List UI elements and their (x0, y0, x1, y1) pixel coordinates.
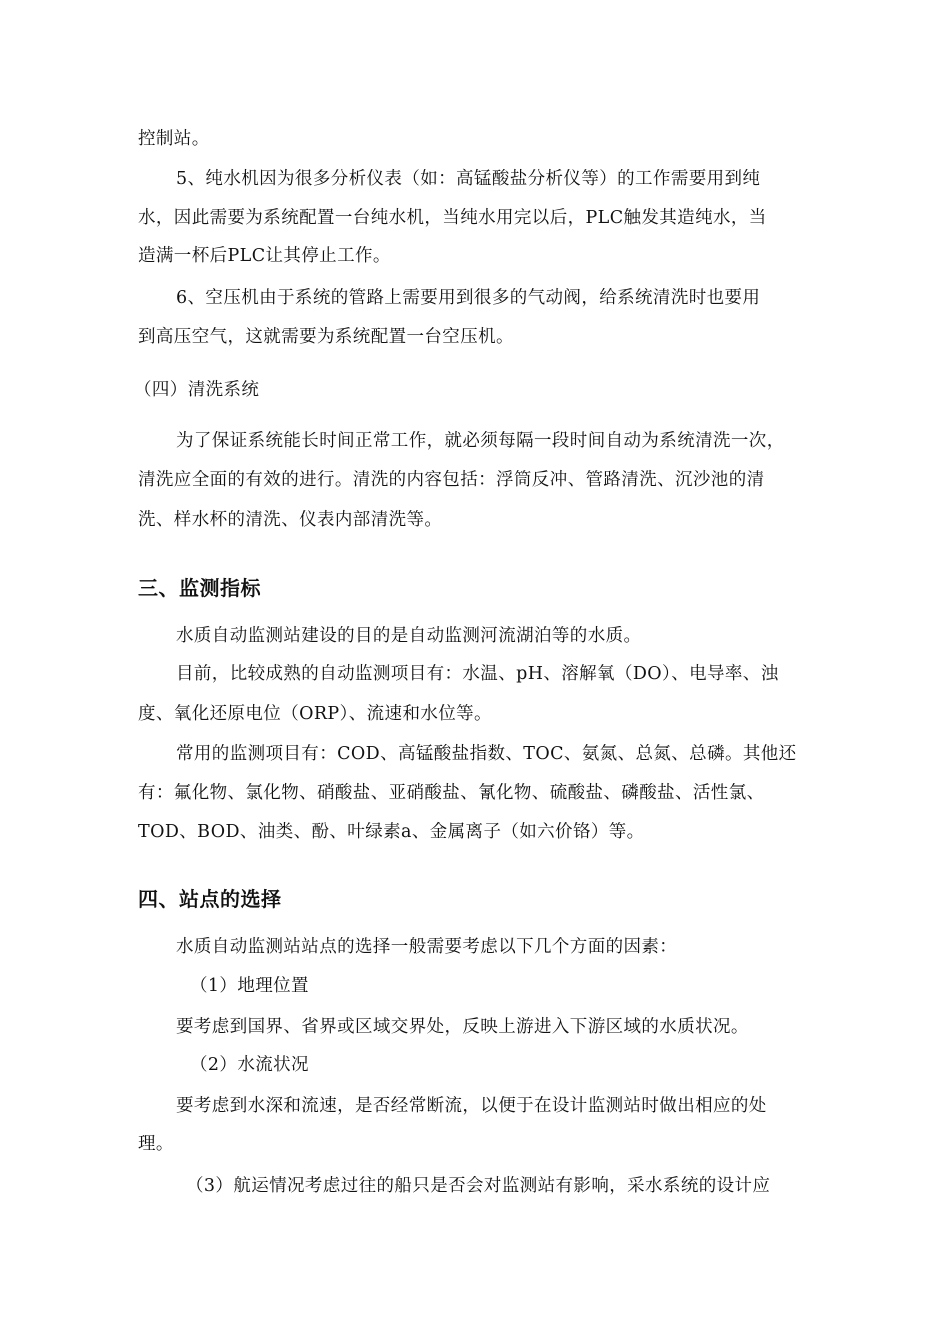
paragraph-line: 洗、样水杯的清洗、仪表内部清洗等。 (138, 510, 443, 530)
paragraph-line: 要考虑到水深和流速，是否经常断流，以便于在设计监测站时做出相应的处 (176, 1096, 767, 1116)
paragraph-line: 水，因此需要为系统配置一台纯水机，当纯水用完以后，PLC触发其造纯水，当 (138, 208, 767, 228)
subsection-heading: （四）清洗系统 (134, 380, 260, 400)
section-heading: 四、站点的选择 (138, 887, 282, 911)
list-heading: （2）水流状况 (190, 1055, 309, 1075)
paragraph-line: 造满一杯后PLC让其停止工作。 (138, 246, 391, 266)
paragraph-line: TOD、BOD、油类、酚、叶绿素a、金属离子（如六价铬）等。 (138, 822, 645, 842)
section-heading: 三、监测指标 (138, 576, 261, 600)
paragraph-line: 水质自动监测站站点的选择一般需要考虑以下几个方面的因素： (176, 937, 678, 957)
paragraph-line: 水质自动监测站建设的目的是自动监测河流湖泊等的水质。 (176, 626, 642, 646)
paragraph-line: （3）航运情况考虑过往的船只是否会对监测站有影响，采水系统的设计应 (186, 1176, 771, 1196)
paragraph-line: 为了保证系统能长时间正常工作，就必须每隔一段时间自动为系统清洗一次， (176, 431, 785, 451)
paragraph-line: 理。 (138, 1134, 174, 1154)
list-heading: （1）地理位置 (190, 976, 309, 996)
paragraph-line: 目前，比较成熟的自动监测项目有：水温、pH、溶解氧（DO）、电导率、浊 (176, 664, 779, 684)
paragraph-line: 到高压空气，这就需要为系统配置一台空压机。 (138, 327, 514, 347)
paragraph-line: 要考虑到国界、省界或区域交界处，反映上游进入下游区域的水质状况。 (176, 1017, 749, 1037)
paragraph-line: 6、空压机由于系统的管路上需要用到很多的气动阀，给系统清洗时也要用 (176, 288, 761, 308)
paragraph-line: 常用的监测项目有：COD、高锰酸盐指数、TOC、氨氮、总氮、总磷。其他还 (176, 744, 797, 764)
paragraph-line: 控制站。 (138, 129, 210, 149)
paragraph-line: 清洗应全面的有效的进行。清洗的内容包括：浮筒反冲、管路清洗、沉沙池的清 (138, 470, 765, 490)
paragraph-line: 5、纯水机因为很多分析仪表（如：高锰酸盐分析仪等）的工作需要用到纯 (176, 169, 761, 189)
paragraph-line: 度、氧化还原电位（ORP）、流速和水位等。 (138, 704, 492, 724)
paragraph-line: 有：氟化物、氯化物、硝酸盐、亚硝酸盐、氰化物、硫酸盐、磷酸盐、活性氯、 (138, 783, 765, 803)
